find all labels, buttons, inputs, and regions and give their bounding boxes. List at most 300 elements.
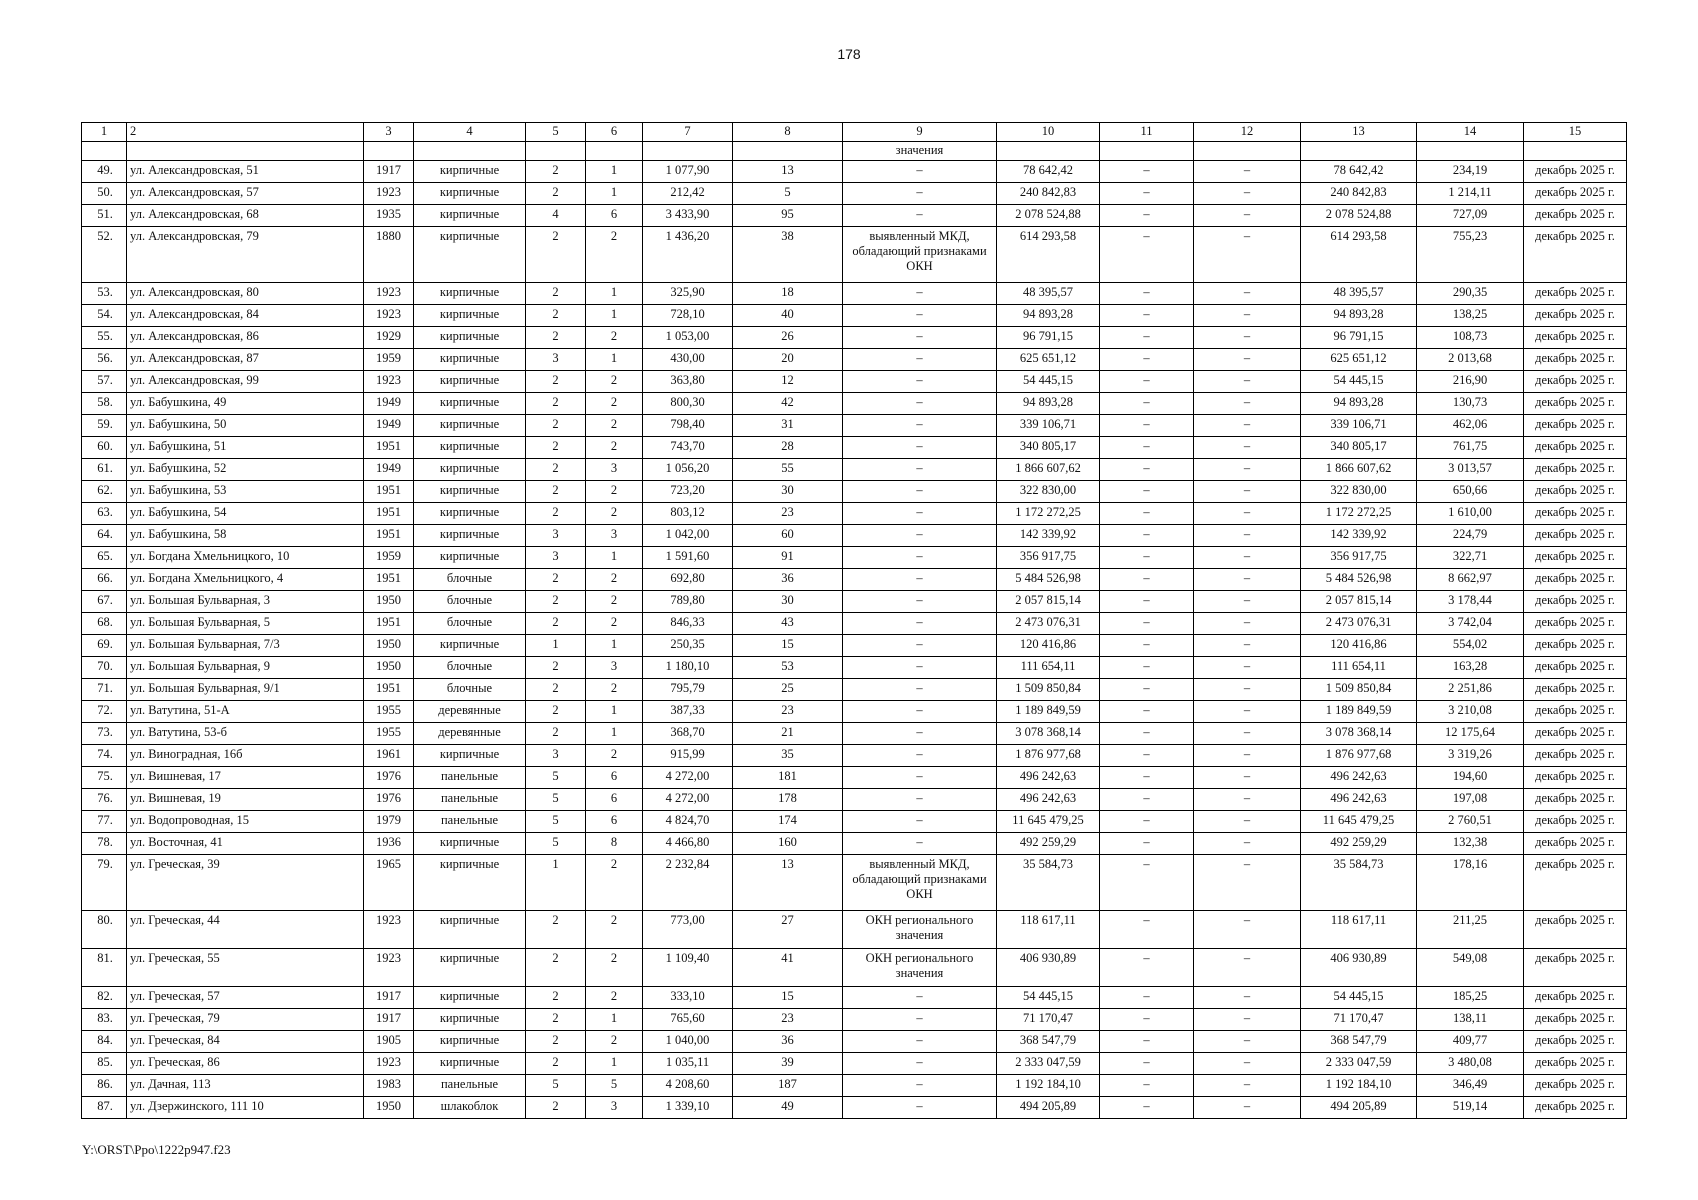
cell-address: ул. Александровская, 79	[127, 227, 364, 283]
cell-floors: 2	[526, 283, 586, 305]
cell-residents: 36	[733, 1031, 843, 1053]
cell-total-cost: 2 057 815,14	[1301, 591, 1417, 613]
cell-total-cost: 339 106,71	[1301, 415, 1417, 437]
cell-row-number: 59.	[82, 415, 127, 437]
cell-address: ул. Александровская, 84	[127, 305, 364, 327]
cell-residents: 12	[733, 371, 843, 393]
cell-area: 363,80	[643, 371, 733, 393]
cell-address: ул. Большая Бульварная, 7/3	[127, 635, 364, 657]
cell-col-11: –	[1100, 1053, 1194, 1075]
cell-floors: 5	[526, 123, 586, 142]
cell-area: 773,00	[643, 911, 733, 949]
cell-floors: 2	[526, 723, 586, 745]
cell-col-11: –	[1100, 1009, 1194, 1031]
cell-year-built: 1949	[364, 415, 414, 437]
table-row	[82, 1053, 1627, 1075]
cell-cost-per-m2: 132,38	[1417, 833, 1524, 855]
cell-entrances: 1	[586, 723, 643, 745]
cell-address: ул. Ватутина, 51-А	[127, 701, 364, 723]
cell-entrances: 6	[586, 789, 643, 811]
cell-heritage-status: –	[843, 349, 997, 371]
cell-cost-per-m2: 3 178,44	[1417, 591, 1524, 613]
cell-col-11: –	[1100, 1031, 1194, 1053]
cell-heritage-status: –	[843, 415, 997, 437]
cell-heritage-status: –	[843, 393, 997, 415]
cell-floors: 5	[526, 1075, 586, 1097]
cell-total-cost: 111 654,11	[1301, 657, 1417, 679]
cell-col-11: –	[1100, 767, 1194, 789]
cell-col-11: –	[1100, 205, 1194, 227]
cell-area: 803,12	[643, 503, 733, 525]
cell-wall-material: кирпичные	[414, 481, 526, 503]
cell-residents: 20	[733, 349, 843, 371]
cell-area: 7	[643, 123, 733, 142]
cell-residents: 5	[733, 183, 843, 205]
cell-residents: 13	[733, 855, 843, 911]
cell-entrances: 2	[586, 327, 643, 349]
cell-deadline: декабрь 2025 г.	[1524, 723, 1627, 745]
cell-floors: 2	[526, 305, 586, 327]
cell-cost: 322 830,00	[997, 481, 1100, 503]
cell-cost-per-m2: 211,25	[1417, 911, 1524, 949]
cell-area: 387,33	[643, 701, 733, 723]
cell-area: 250,35	[643, 635, 733, 657]
cell-col-11: –	[1100, 987, 1194, 1009]
cell-col-12: –	[1194, 811, 1301, 833]
cell-entrances: 8	[586, 833, 643, 855]
cell-wall-material: кирпичные	[414, 503, 526, 525]
cell-total-cost: 54 445,15	[1301, 371, 1417, 393]
cell-address: ул. Большая Бульварная, 3	[127, 591, 364, 613]
cell-wall-material: кирпичные	[414, 437, 526, 459]
cell-floors: 3	[526, 525, 586, 547]
cell-floors: 2	[526, 503, 586, 525]
cell-cost-per-m2: 409,77	[1417, 1031, 1524, 1053]
cell-entrances: 2	[586, 855, 643, 911]
cell-heritage-status: 9	[843, 123, 997, 142]
table-row	[82, 503, 1627, 525]
cell-wall-material: панельные	[414, 811, 526, 833]
cell-row-number: 82.	[82, 987, 127, 1009]
cell-cost-per-m2: 727,09	[1417, 205, 1524, 227]
cell-cost: 1 876 977,68	[997, 745, 1100, 767]
cell-col-11: –	[1100, 437, 1194, 459]
cell-total-cost: 120 416,86	[1301, 635, 1417, 657]
cell-cost: 54 445,15	[997, 987, 1100, 1009]
cell-floors: 3	[526, 547, 586, 569]
cell-residents: 8	[733, 123, 843, 142]
cell-row-number: 67.	[82, 591, 127, 613]
cell-deadline: декабрь 2025 г.	[1524, 459, 1627, 481]
cell-row-number: 63.	[82, 503, 127, 525]
cell-entrances: 1	[586, 635, 643, 657]
cell-wall-material: кирпичные	[414, 635, 526, 657]
cell-address: ул. Александровская, 57	[127, 183, 364, 205]
cell-floors: 2	[526, 481, 586, 503]
cell-residents: 95	[733, 205, 843, 227]
cell-col-12: –	[1194, 911, 1301, 949]
cell-address: ул. Бабушкина, 54	[127, 503, 364, 525]
cell-residents: 43	[733, 613, 843, 635]
cell-wall-material: кирпичные	[414, 459, 526, 481]
cell-residents: 27	[733, 911, 843, 949]
cell-cost-per-m2: 178,16	[1417, 855, 1524, 911]
cell-area: 1 077,90	[643, 161, 733, 183]
cell-row-number: 68.	[82, 613, 127, 635]
continuation-row	[82, 142, 1627, 161]
cell-cost-per-m2: 108,73	[1417, 327, 1524, 349]
cell-heritage-status: –	[843, 679, 997, 701]
cell-total-cost: 48 395,57	[1301, 283, 1417, 305]
cell-heritage-status: –	[843, 789, 997, 811]
cell-area: 1 436,20	[643, 227, 733, 283]
cell-col-11: –	[1100, 613, 1194, 635]
table-row	[82, 635, 1627, 657]
cell-area	[643, 142, 733, 161]
cell-col-12: –	[1194, 1075, 1301, 1097]
cell-address: ул. Восточная, 41	[127, 833, 364, 855]
cell-residents: 55	[733, 459, 843, 481]
cell-heritage-status: –	[843, 437, 997, 459]
table-row	[82, 283, 1627, 305]
cell-total-cost: 35 584,73	[1301, 855, 1417, 911]
cell-year-built: 1923	[364, 911, 414, 949]
cell-floors: 2	[526, 569, 586, 591]
cell-total-cost: 356 917,75	[1301, 547, 1417, 569]
cell-col-12: –	[1194, 415, 1301, 437]
cell-cost-per-m2: 3 480,08	[1417, 1053, 1524, 1075]
cell-wall-material: кирпичные	[414, 1009, 526, 1031]
table-row	[82, 811, 1627, 833]
cell-col-12: –	[1194, 371, 1301, 393]
cell-total-cost: 1 192 184,10	[1301, 1075, 1417, 1097]
cell-cost: 111 654,11	[997, 657, 1100, 679]
cell-col-12: –	[1194, 613, 1301, 635]
cell-total-cost: 94 893,28	[1301, 305, 1417, 327]
cell-year-built: 1950	[364, 635, 414, 657]
cell-residents: 25	[733, 679, 843, 701]
cell-residents: 15	[733, 635, 843, 657]
cell-address: ул. Александровская, 51	[127, 161, 364, 183]
table-row	[82, 415, 1627, 437]
cell-wall-material: кирпичные	[414, 283, 526, 305]
cell-total-cost: 494 205,89	[1301, 1097, 1417, 1119]
cell-address: ул. Александровская, 86	[127, 327, 364, 349]
cell-address: ул. Дзержинского, 111 10	[127, 1097, 364, 1119]
cell-cost: 1 192 184,10	[997, 1075, 1100, 1097]
cell-residents: 181	[733, 767, 843, 789]
cell-cost: 71 170,47	[997, 1009, 1100, 1031]
cell-heritage-status: –	[843, 1053, 997, 1075]
cell-year-built: 1949	[364, 459, 414, 481]
cell-cost-per-m2: 14	[1417, 123, 1524, 142]
cell-floors: 2	[526, 327, 586, 349]
cell-wall-material: кирпичные	[414, 547, 526, 569]
cell-wall-material: панельные	[414, 789, 526, 811]
cell-residents: 18	[733, 283, 843, 305]
cell-area: 430,00	[643, 349, 733, 371]
cell-wall-material: кирпичные	[414, 949, 526, 987]
cell-heritage-status: выявленный МКД, обладающий признаками ОКН	[843, 227, 997, 283]
cell-address: ул. Бабушкина, 58	[127, 525, 364, 547]
cell-wall-material: кирпичные	[414, 227, 526, 283]
cell-year-built: 1959	[364, 349, 414, 371]
cell-wall-material: деревянные	[414, 723, 526, 745]
cell-wall-material: кирпичные	[414, 371, 526, 393]
cell-col-12: –	[1194, 547, 1301, 569]
cell-year-built: 1929	[364, 327, 414, 349]
cell-cost: 118 617,11	[997, 911, 1100, 949]
table-row	[82, 613, 1627, 635]
cell-total-cost: 340 805,17	[1301, 437, 1417, 459]
cell-heritage-status: –	[843, 723, 997, 745]
cell-col-12: –	[1194, 591, 1301, 613]
cell-row-number: 86.	[82, 1075, 127, 1097]
cell-col-12: –	[1194, 183, 1301, 205]
cell-wall-material: кирпичные	[414, 745, 526, 767]
cell-heritage-status: ОКН регионального значения	[843, 911, 997, 949]
cell-row-number: 78.	[82, 833, 127, 855]
cell-address: ул. Вишневая, 19	[127, 789, 364, 811]
cell-year-built: 1951	[364, 525, 414, 547]
cell-address: ул. Греческая, 84	[127, 1031, 364, 1053]
cell-entrances: 2	[586, 569, 643, 591]
cell-heritage-status: –	[843, 833, 997, 855]
cell-deadline	[1524, 142, 1627, 161]
cell-total-cost: 240 842,83	[1301, 183, 1417, 205]
cell-col-12: –	[1194, 205, 1301, 227]
cell-residents: 53	[733, 657, 843, 679]
cell-col-11: –	[1100, 349, 1194, 371]
cell-total-cost: 2 333 047,59	[1301, 1053, 1417, 1075]
cell-cost: 494 205,89	[997, 1097, 1100, 1119]
cell-entrances: 2	[586, 613, 643, 635]
cell-deadline: декабрь 2025 г.	[1524, 1075, 1627, 1097]
cell-area: 1 109,40	[643, 949, 733, 987]
cell-row-number: 62.	[82, 481, 127, 503]
cell-floors: 2	[526, 183, 586, 205]
cell-cost-per-m2: 224,79	[1417, 525, 1524, 547]
cell-col-12: –	[1194, 1031, 1301, 1053]
cell-row-number: 1	[82, 123, 127, 142]
cell-residents: 91	[733, 547, 843, 569]
cell-col-11: –	[1100, 481, 1194, 503]
cell-area: 212,42	[643, 183, 733, 205]
cell-floors: 2	[526, 591, 586, 613]
cell-cost: 78 642,42	[997, 161, 1100, 183]
cell-year-built: 1923	[364, 183, 414, 205]
cell-area: 798,40	[643, 415, 733, 437]
cell-deadline: декабрь 2025 г.	[1524, 349, 1627, 371]
cell-cost: 96 791,15	[997, 327, 1100, 349]
cell-year-built: 1880	[364, 227, 414, 283]
cell-col-12: –	[1194, 679, 1301, 701]
cell-year-built	[364, 142, 414, 161]
cell-col-12: –	[1194, 635, 1301, 657]
cell-year-built: 1949	[364, 393, 414, 415]
cell-wall-material: 4	[414, 123, 526, 142]
cell-deadline: декабрь 2025 г.	[1524, 789, 1627, 811]
cell-area: 800,30	[643, 393, 733, 415]
cell-cost: 1 172 272,25	[997, 503, 1100, 525]
cell-row-number: 75.	[82, 767, 127, 789]
cell-col-12: –	[1194, 657, 1301, 679]
cell-cost: 54 445,15	[997, 371, 1100, 393]
cell-row-number: 49.	[82, 161, 127, 183]
cell-heritage-status: –	[843, 481, 997, 503]
cell-cost-per-m2: 1 214,11	[1417, 183, 1524, 205]
cell-col-11: –	[1100, 371, 1194, 393]
cell-area: 1 042,00	[643, 525, 733, 547]
cell-row-number: 84.	[82, 1031, 127, 1053]
cell-heritage-status: –	[843, 613, 997, 635]
cell-cost-per-m2: 549,08	[1417, 949, 1524, 987]
cell-cost: 10	[997, 123, 1100, 142]
cell-heritage-status: –	[843, 635, 997, 657]
cell-deadline: декабрь 2025 г.	[1524, 283, 1627, 305]
cell-heritage-status: –	[843, 183, 997, 205]
cell-col-12: –	[1194, 701, 1301, 723]
cell-cost: 142 339,92	[997, 525, 1100, 547]
cell-row-number: 85.	[82, 1053, 127, 1075]
cell-floors: 2	[526, 1097, 586, 1119]
cell-heritage-status: –	[843, 1031, 997, 1053]
cell-col-12: –	[1194, 283, 1301, 305]
cell-row-number: 53.	[82, 283, 127, 305]
cell-col-12: –	[1194, 327, 1301, 349]
cell-heritage-status: –	[843, 327, 997, 349]
cell-col-11: –	[1100, 745, 1194, 767]
cell-deadline: декабрь 2025 г.	[1524, 949, 1627, 987]
cell-col-12: –	[1194, 481, 1301, 503]
cell-row-number: 77.	[82, 811, 127, 833]
cell-wall-material: панельные	[414, 767, 526, 789]
cell-cost-per-m2: 12 175,64	[1417, 723, 1524, 745]
cell-wall-material: блочные	[414, 613, 526, 635]
cell-address: ул. Александровская, 87	[127, 349, 364, 371]
cell-col-12: –	[1194, 723, 1301, 745]
cell-cost: 240 842,83	[997, 183, 1100, 205]
cell-residents: 23	[733, 503, 843, 525]
cell-residents: 30	[733, 591, 843, 613]
cell-entrances: 2	[586, 987, 643, 1009]
cell-col-12: –	[1194, 745, 1301, 767]
cell-wall-material: кирпичные	[414, 205, 526, 227]
cell-address: ул. Александровская, 99	[127, 371, 364, 393]
cell-col-11: –	[1100, 503, 1194, 525]
cell-residents: 23	[733, 1009, 843, 1031]
cell-total-cost: 2 473 076,31	[1301, 613, 1417, 635]
table-row	[82, 183, 1627, 205]
cell-cost-per-m2: 138,11	[1417, 1009, 1524, 1031]
cell-cost: 94 893,28	[997, 305, 1100, 327]
cell-total-cost	[1301, 142, 1417, 161]
cell-cost: 48 395,57	[997, 283, 1100, 305]
cell-deadline: декабрь 2025 г.	[1524, 987, 1627, 1009]
cell-floors: 2	[526, 161, 586, 183]
cell-address: ул. Богдана Хмельницкого, 10	[127, 547, 364, 569]
cell-col-11: –	[1100, 305, 1194, 327]
cell-deadline: декабрь 2025 г.	[1524, 1097, 1627, 1119]
cell-area: 743,70	[643, 437, 733, 459]
cell-cost: 496 242,63	[997, 789, 1100, 811]
cell-heritage-status: –	[843, 503, 997, 525]
cell-cost-per-m2: 138,25	[1417, 305, 1524, 327]
cell-heritage-status: –	[843, 1009, 997, 1031]
cell-col-11: –	[1100, 547, 1194, 569]
cell-col-11: –	[1100, 327, 1194, 349]
cell-wall-material: кирпичные	[414, 1031, 526, 1053]
cell-year-built: 1950	[364, 1097, 414, 1119]
cell-year-built: 1979	[364, 811, 414, 833]
cell-deadline: декабрь 2025 г.	[1524, 911, 1627, 949]
cell-address: ул. Водопроводная, 15	[127, 811, 364, 833]
cell-cost-per-m2: 2 760,51	[1417, 811, 1524, 833]
cell-address: ул. Греческая, 39	[127, 855, 364, 911]
cell-cost-per-m2: 194,60	[1417, 767, 1524, 789]
cell-address: ул. Греческая, 79	[127, 1009, 364, 1031]
cell-col-11: –	[1100, 1075, 1194, 1097]
cell-floors: 3	[526, 745, 586, 767]
cell-col-12: –	[1194, 569, 1301, 591]
cell-col-12: –	[1194, 789, 1301, 811]
cell-year-built: 1936	[364, 833, 414, 855]
cell-floors: 2	[526, 701, 586, 723]
table-row	[82, 723, 1627, 745]
cell-col-11: –	[1100, 393, 1194, 415]
cell-deadline: декабрь 2025 г.	[1524, 657, 1627, 679]
cell-area: 846,33	[643, 613, 733, 635]
cell-cost: 11 645 479,25	[997, 811, 1100, 833]
table-row	[82, 525, 1627, 547]
cell-year-built: 1917	[364, 1009, 414, 1031]
cell-entrances: 1	[586, 547, 643, 569]
cell-floors: 1	[526, 855, 586, 911]
cell-deadline: декабрь 2025 г.	[1524, 745, 1627, 767]
cell-residents: 41	[733, 949, 843, 987]
cell-entrances: 6	[586, 811, 643, 833]
cell-cost: 406 930,89	[997, 949, 1100, 987]
cell-floors: 5	[526, 789, 586, 811]
cell-address: ул. Александровская, 80	[127, 283, 364, 305]
cell-cost-per-m2: 290,35	[1417, 283, 1524, 305]
cell-cost-per-m2: 3 742,04	[1417, 613, 1524, 635]
cell-total-cost: 1 876 977,68	[1301, 745, 1417, 767]
cell-col-11: –	[1100, 415, 1194, 437]
cell-col-12: –	[1194, 833, 1301, 855]
table-row	[82, 657, 1627, 679]
cell-cost-per-m2: 755,23	[1417, 227, 1524, 283]
cell-col-11: –	[1100, 789, 1194, 811]
cell-heritage-status: –	[843, 657, 997, 679]
cell-entrances: 6	[586, 205, 643, 227]
cell-col-11: –	[1100, 183, 1194, 205]
cell-floors: 2	[526, 415, 586, 437]
cell-cost-per-m2: 8 662,97	[1417, 569, 1524, 591]
cell-entrances: 1	[586, 283, 643, 305]
cell-row-number: 61.	[82, 459, 127, 481]
cell-wall-material: кирпичные	[414, 393, 526, 415]
cell-deadline: декабрь 2025 г.	[1524, 1053, 1627, 1075]
cell-entrances: 2	[586, 591, 643, 613]
cell-heritage-status: –	[843, 161, 997, 183]
cell-area: 765,60	[643, 1009, 733, 1031]
cell-total-cost: 94 893,28	[1301, 393, 1417, 415]
cell-residents: 187	[733, 1075, 843, 1097]
cell-floors: 2	[526, 393, 586, 415]
cell-row-number: 51.	[82, 205, 127, 227]
cell-total-cost: 496 242,63	[1301, 789, 1417, 811]
